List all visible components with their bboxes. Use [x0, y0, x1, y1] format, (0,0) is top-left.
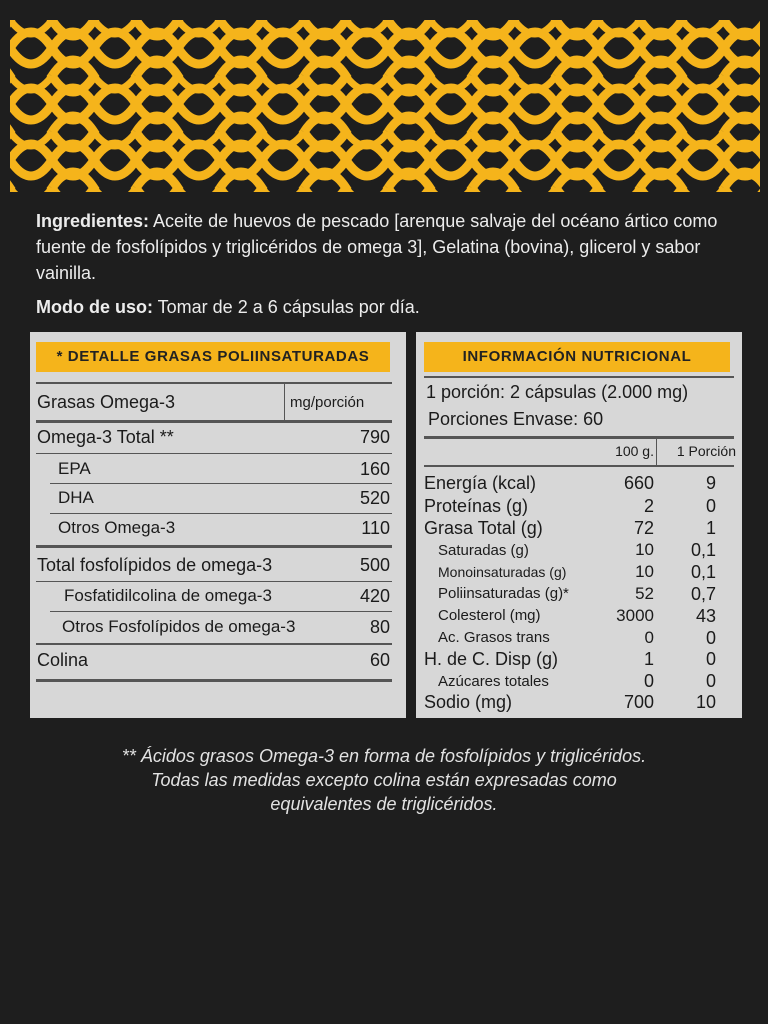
omega-unit-header: mg/porción: [290, 394, 365, 411]
nutrition-row-portion: 0,1: [690, 540, 716, 560]
ingredients-body: Aceite de huevos de pescado [arenque salvaje del océano ártico como fuente de fosfolípidos y triglicéridos de omega 3], Gelatina (bovina), glicerol y sabor vainilla.: [36, 211, 718, 283]
nutrition-row-label: Monoinsaturadas (g): [438, 564, 567, 580]
nutrition-row-portion: 0: [705, 496, 716, 516]
nutrition-row-100g: 0: [644, 628, 654, 647]
nutrition-info-panel: [416, 332, 742, 718]
nutrition-row-100g: 660: [623, 473, 654, 493]
servings-per-container: Porciones Envase: 60: [428, 409, 604, 429]
footnote-line: Todas las medidas excepto colina están expresadas como: [151, 770, 617, 790]
nutrition-row-portion: 0: [705, 628, 716, 648]
omega-col-header: Grasas Omega-3: [37, 392, 176, 412]
footnote-line: ** Ácidos grasos Omega-3 en forma de fosfolípidos y triglicéridos.: [121, 746, 647, 766]
footnote-line: equivalentes de triglicéridos.: [270, 794, 498, 814]
nutrition-row-portion: 10: [695, 692, 716, 712]
omega-row-label: Colina: [37, 650, 89, 670]
nutrition-row-100g: 3000: [616, 606, 654, 625]
divider: [50, 483, 392, 484]
nutrition-row-label: Ac. Grasos trans: [438, 629, 550, 646]
omega-row-value: 420: [359, 586, 390, 606]
ingredients-text: [36, 208, 736, 286]
divider: [424, 436, 734, 439]
nutrition-row-portion: 0,7: [690, 584, 716, 604]
omega-row-label: Otros Fosfolípidos de omega-3: [62, 617, 296, 636]
omega-row-value: 80: [369, 617, 390, 637]
nutrition-row-label: Proteínas (g): [424, 496, 529, 516]
usage-label: Modo de uso:: [36, 297, 153, 317]
omega-row-label: EPA: [58, 459, 91, 478]
divider: [36, 679, 392, 682]
divider: [50, 513, 392, 514]
omega-row-label: Otros Omega-3: [58, 518, 176, 537]
usage-text: [36, 294, 736, 320]
serving-size: 1 porción: 2 cápsulas (2.000 mg): [426, 382, 689, 402]
nutrition-row-100g: 1: [643, 649, 654, 669]
footnote: [40, 744, 728, 816]
nutrition-row-label: Saturadas (g): [438, 542, 529, 559]
divider: [36, 643, 392, 645]
nutrition-row-label: Sodio (mg): [424, 692, 513, 712]
omega-row-value: 110: [361, 518, 390, 538]
nutrition-row-100g: 52: [635, 584, 654, 603]
nutrition-row-100g: 0: [643, 671, 654, 691]
divider: [424, 465, 734, 467]
nutrition-row-portion: 43: [695, 606, 716, 626]
ingredients-label: Ingredientes:: [36, 211, 150, 231]
omega-row-value: 160: [359, 459, 390, 479]
nutrition-panel-title: INFORMACIÓN NUTRICIONAL: [424, 342, 730, 372]
col-header-100g: 100 g.: [615, 443, 654, 459]
divider: [36, 382, 392, 384]
omega-detail-panel: [30, 332, 406, 718]
omega-row-value: 60: [369, 650, 390, 670]
nutrition-row-100g: 700: [623, 692, 654, 712]
nutrition-row-100g: 72: [633, 518, 654, 538]
divider: [50, 611, 392, 612]
nutrition-row-100g: 10: [635, 562, 654, 581]
nutrition-row-portion: 0,1: [690, 562, 716, 582]
nutrition-row-label: Grasa Total (g): [424, 518, 543, 538]
divider: [424, 376, 734, 378]
nutrition-row-label: Energía (kcal): [424, 473, 537, 493]
omega-row-label: Total fosfolípidos de omega-3: [37, 555, 273, 575]
omega-row-label: DHA: [58, 488, 94, 507]
nutrition-row-label: H. de C. Disp (g): [424, 649, 559, 669]
divider: [36, 545, 392, 548]
divider: [284, 384, 285, 420]
divider: [36, 581, 392, 582]
omega-row-label: Omega-3 Total **: [37, 427, 174, 447]
divider: [656, 439, 657, 465]
omega-row-value: 500: [359, 555, 390, 575]
nutrition-row-portion: 0: [705, 671, 716, 691]
nutrition-row-label: Poliinsaturadas (g)*: [438, 585, 569, 602]
decorative-pattern-banner: [10, 20, 760, 192]
col-header-portion: 1 Porción: [676, 443, 736, 459]
nutrition-row-portion: 1: [705, 518, 716, 538]
omega-row-label: Fosfatidilcolina de omega-3: [64, 586, 272, 605]
divider: [36, 453, 392, 454]
usage-body: Tomar de 2 a 6 cápsulas por día.: [152, 297, 420, 317]
nutrition-row-100g: 10: [635, 540, 654, 559]
nutrition-row-label: Azúcares totales: [438, 673, 549, 690]
omega-row-value: 790: [359, 427, 390, 447]
nutrition-row-portion: 0: [705, 649, 716, 669]
nutrition-row-label: Colesterol (mg): [438, 607, 541, 624]
fish-scale-pattern-icon: [10, 20, 760, 192]
omega-row-value: 520: [359, 488, 390, 508]
nutrition-row-100g: 2: [643, 496, 654, 516]
divider: [36, 420, 392, 423]
nutrition-row-portion: 9: [705, 473, 716, 493]
omega-panel-title: * DETALLE GRASAS POLIINSATURADAS: [36, 342, 390, 372]
